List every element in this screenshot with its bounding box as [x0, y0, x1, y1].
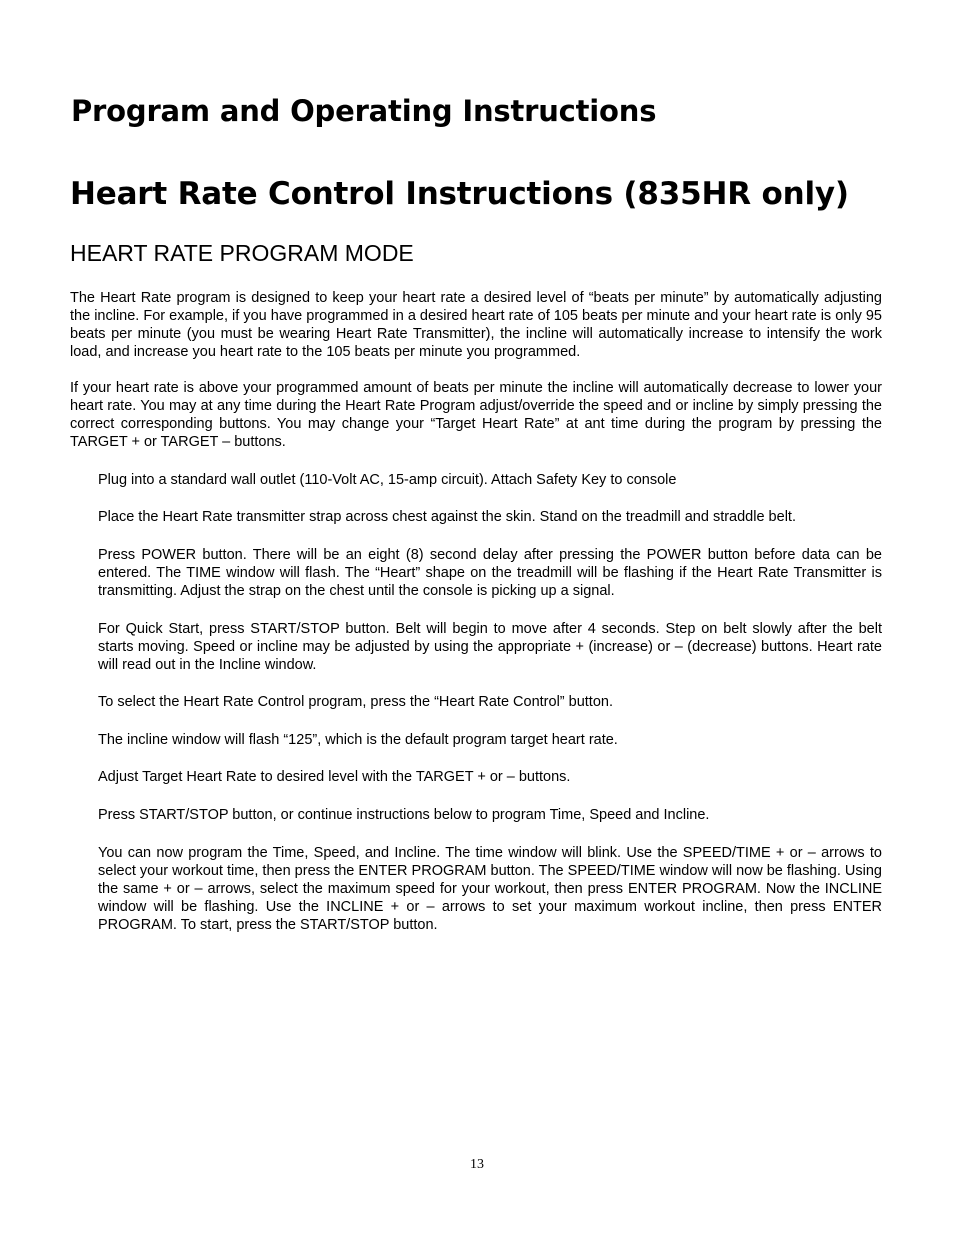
step-select-program: To select the Heart Rate Control program, press the “Heart Rate Control” button.: [98, 694, 613, 710]
page-heading-program-instructions: Program and Operating Instructions: [71, 94, 657, 128]
section-title-heart-rate-program-mode: HEART RATE PROGRAM MODE: [70, 240, 414, 266]
step-plug-in: Plug into a standard wall outlet (110-Volt AC, 15-amp circuit). Attach Safety Key to console: [98, 472, 677, 488]
intro-paragraph-2: If your heart rate is above your programmed amount of beats per minute the incline will automatically decrease to lower your heart rate. You may at any time during the Heart Rate Program adjust/override the speed and or incline by simply pressing the correct corresponding buttons. You may change your “Target Heart Rate” at ant time during the program by pressing the TARGET + or TARGET – buttons.: [70, 380, 882, 450]
intro-paragraph-1: The Heart Rate program is designed to keep your heart rate a desired level of “beats per minute” by automatically adjusting the incline. For example, if you have programmed in a desired heart rate of 105 beats per minute and your heart rate is only 95 beats per minute (you must be wearing Heart Rate Transmitter), the incline will automatically increase to intensify the work load, and increase you heart rate to the 105 beats per minute you programmed.: [70, 290, 882, 360]
step-incline-flash: The incline window will flash “125”, which is the default program target heart rate.: [98, 732, 618, 748]
step-adjust-target: Adjust Target Heart Rate to desired level with the TARGET + or – buttons.: [98, 769, 571, 785]
step-start-or-continue: Press START/STOP button, or continue instructions below to program Time, Speed and Incline.: [98, 807, 710, 823]
page-heading-heart-rate-control: Heart Rate Control Instructions (835HR only): [70, 176, 849, 212]
step-transmitter-strap: Place the Heart Rate transmitter strap across chest against the skin. Stand on the treadmill and straddle belt.: [98, 509, 796, 525]
page-number: 13: [470, 1157, 484, 1172]
step-press-power: Press POWER button. There will be an eight (8) second delay after pressing the POWER button before data can be entered. The TIME window will flash. The “Heart” shape on the treadmill will be flashing if the Heart Rate Transmitter is transmitting. Adjust the strap on the chest until the console is picking up a signal.: [98, 547, 882, 599]
step-program-time-speed-incline: You can now program the Time, Speed, and Incline. The time window will blink. Use the SPEED/TIME + or – arrows to select your workout time, then press the ENTER PROGRAM button. The SPEED/TIME window will now be flashing. Using the same + or – arrows, select the maximum speed for your workout, then press ENTER PROGRAM. Now the INCLINE window will be flashing. Use the INCLINE + or – arrows to set your maximum workout incline, then press ENTER PROGRAM. To start, press the START/STOP button.: [98, 845, 882, 933]
step-quick-start: For Quick Start, press START/STOP button. Belt will begin to move after 4 seconds. Step on belt slowly after the belt starts moving. Speed or incline may be adjusted by using the appropriate + (increase) or – (decrease) buttons. Heart rate will read out in the Incline window.: [98, 621, 882, 673]
